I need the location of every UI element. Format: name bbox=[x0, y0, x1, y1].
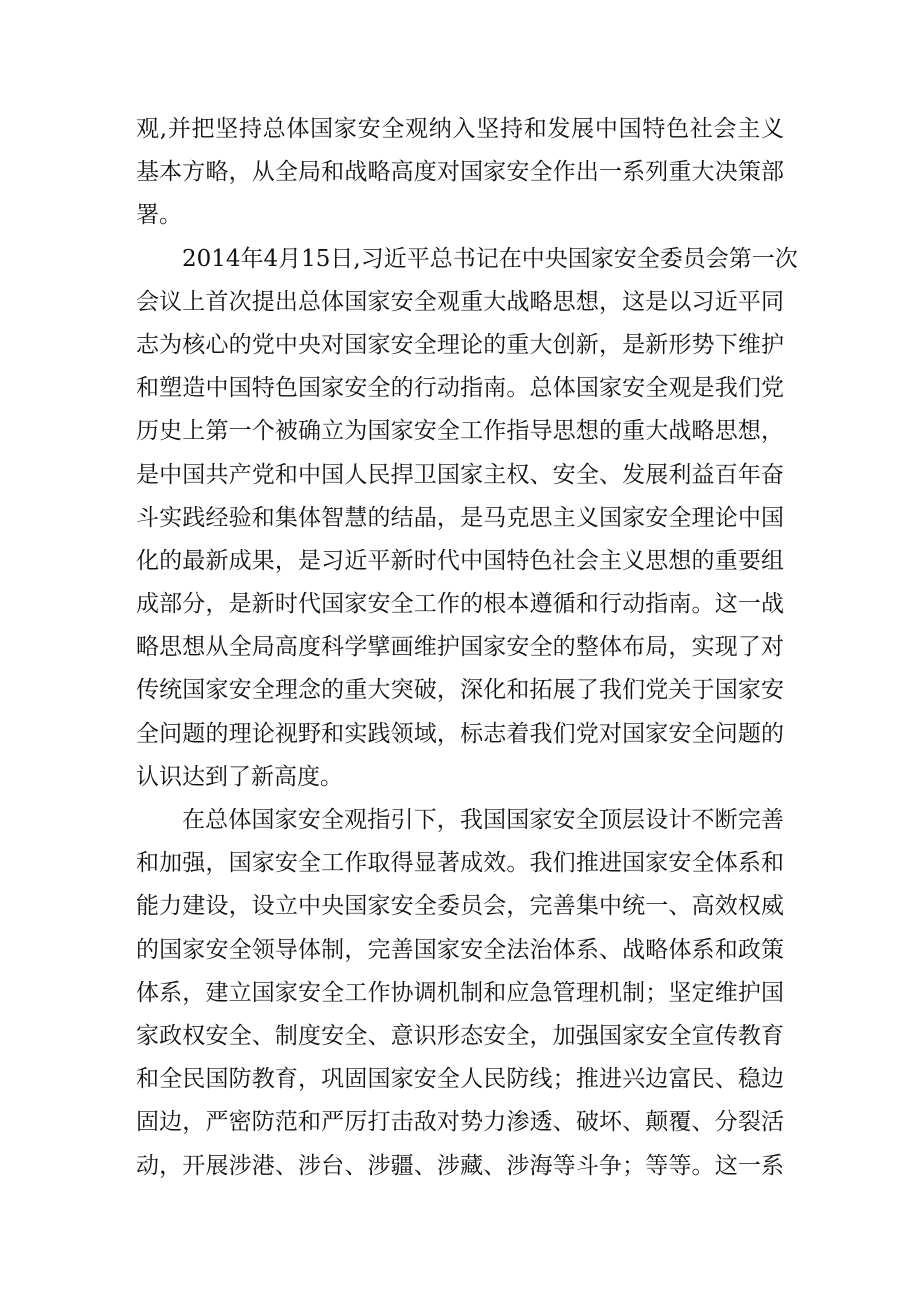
text-line: 略思想从全局高度科学擘画维护国家安全的整体布局，实现了对 bbox=[136, 634, 784, 661]
text-line: 能力建设，设立中央国家安全委员会，完善集中统一、高效权威 bbox=[136, 893, 784, 920]
text-line: 传统国家安全理念的重大突破，深化和拓展了我们党关于国家安 bbox=[136, 677, 784, 704]
document-body bbox=[136, 108, 798, 1188]
paragraph-2 bbox=[136, 238, 798, 799]
text-line: 的国家安全领导体制，完善国家安全法治体系、战略体系和政策 bbox=[136, 936, 784, 963]
text-line: 化的最新成果，是习近平新时代中国特色社会主义思想的重要组 bbox=[136, 547, 784, 574]
text-line: 2014年4月15日,习近平总书记在中央国家安全委员会第一次 bbox=[182, 245, 798, 272]
text-line: 动，开展涉港、涉台、涉疆、涉藏、涉海等斗争；等等。这一系 bbox=[136, 1152, 784, 1179]
text-line: 会议上首次提出总体国家安全观重大战略思想，这是以习近平同 bbox=[136, 288, 784, 315]
text-line: 全问题的理论视野和实践领域，标志着我们党对国家安全问题的 bbox=[136, 720, 784, 747]
text-line: 家政权安全、制度安全、意识形态安全，加强国家安全宣传教育 bbox=[136, 1022, 784, 1049]
text-line: 成部分，是新时代国家安全工作的根本遵循和行动指南。这一战 bbox=[136, 591, 784, 618]
text-line: 是中国共产党和中国人民捍卫国家主权、安全、发展利益百年奋 bbox=[136, 461, 784, 488]
text-line: 体系，建立国家安全工作协调机制和应急管理机制；坚定维护国 bbox=[136, 979, 784, 1006]
text-line: 志为核心的党中央对国家安全理论的重大创新，是新形势下维护 bbox=[136, 331, 784, 358]
text-line: 基本方略，从全局和战略高度对国家安全作出一系列重大决策部 bbox=[136, 159, 784, 186]
paragraph-1 bbox=[136, 108, 784, 238]
text-line: 固边，严密防范和严厉打击敌对势力渗透、破坏、颠覆、分裂活 bbox=[136, 1109, 784, 1136]
text-line: 观,并把坚持总体国家安全观纳入坚持和发展中国特色社会主义 bbox=[136, 116, 784, 142]
text-line: 和加强，国家安全工作取得显著成效。我们推进国家安全体系和 bbox=[136, 850, 784, 877]
text-line: 和全民国防教育，巩固国家安全人民防线；推进兴边富民、稳边 bbox=[136, 1066, 784, 1093]
text-line: 认识达到了新高度。 bbox=[136, 763, 343, 790]
text-line: 署。 bbox=[136, 202, 182, 229]
text-line: 斗实践经验和集体智慧的结晶，是马克思主义国家安全理论中国 bbox=[136, 504, 784, 531]
text-line: 和塑造中国特色国家安全的行动指南。总体国家安全观是我们党 bbox=[136, 375, 784, 402]
paragraph-3 bbox=[136, 799, 784, 1188]
text-line: 在总体国家安全观指引下，我国国家安全顶层设计不断完善 bbox=[182, 807, 784, 833]
text-line: 历史上第一个被确立为国家安全工作指导思想的重大战略思想， bbox=[136, 418, 784, 445]
